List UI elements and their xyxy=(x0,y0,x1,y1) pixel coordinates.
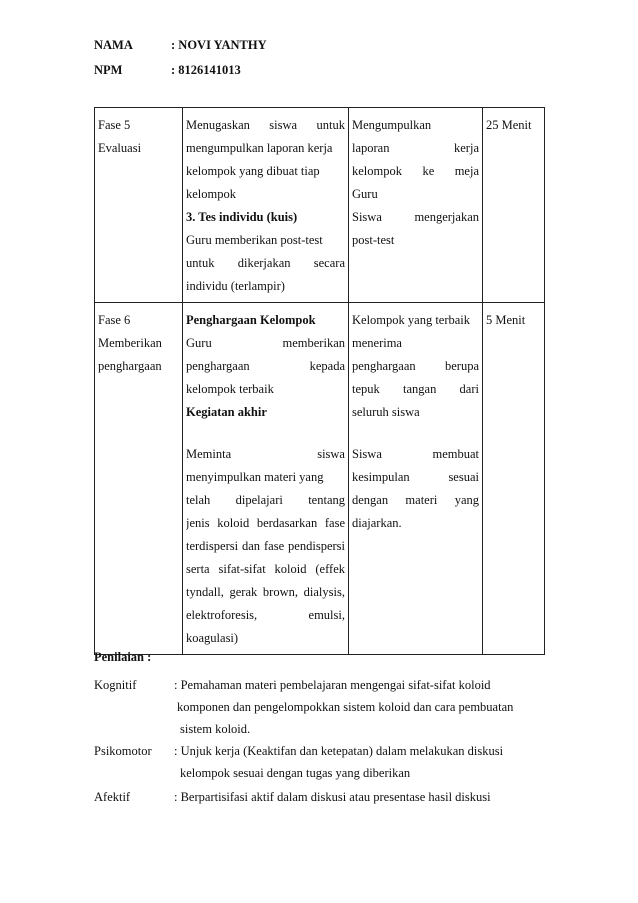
student-line: kelompok ke meja xyxy=(352,164,479,178)
assessment-key: Afektif xyxy=(94,790,131,804)
assessment-text: : Berpartisifasi aktif dalam diskusi atau presentase hasil diskusi xyxy=(174,790,491,804)
table-row xyxy=(95,108,545,303)
student-npm-row xyxy=(94,63,394,79)
student-line: diajarkan. xyxy=(352,516,402,530)
assessment-key: Psikomotor xyxy=(94,744,152,758)
student-line: laporan kerja xyxy=(352,141,479,155)
activity-heading: Penghargaan Kelompok xyxy=(186,313,316,327)
activity-line: telah dipelajari tentang xyxy=(186,493,345,507)
phase-title: Fase 6 xyxy=(98,313,131,327)
student-line: Siswa membuat xyxy=(352,447,479,461)
npm-value: : 8126141013 xyxy=(171,63,241,77)
student-line: menerima xyxy=(352,336,402,350)
activity-line: terdispersi dan fase pendispersi xyxy=(186,539,345,553)
student-line: penghargaan berupa xyxy=(352,359,479,373)
assessment-title: Penilaian : xyxy=(94,650,152,664)
table-row xyxy=(95,303,545,655)
student-line: dengan materi yang xyxy=(352,493,479,507)
student-line: Mengumpulkan xyxy=(352,118,432,132)
name-label: NAMA xyxy=(94,38,133,52)
activity-line: kelompok yang dibuat tiap xyxy=(186,164,320,178)
activity-line: individu (terlampir) xyxy=(186,279,285,293)
time-allocation: 25 Menit xyxy=(486,118,532,132)
assessment-text: kelompok sesuai dengan tugas yang diberikan xyxy=(180,766,411,780)
student-name-row xyxy=(94,38,394,54)
lesson-phase-table xyxy=(94,107,545,655)
activity-line: elektroforesis, emulsi, xyxy=(186,608,345,622)
student-activity-cell xyxy=(349,303,483,655)
phase-subtitle: penghargaan xyxy=(98,359,162,373)
activity-line: tyndall, gerak brown, dialysis, xyxy=(186,585,345,599)
time-allocation: 5 Menit xyxy=(486,313,526,327)
activity-line: untuk dikerjakan secara xyxy=(186,256,345,270)
student-activity-cell xyxy=(349,108,483,303)
npm-label: NPM xyxy=(94,63,123,77)
activity-line: Guru memberikan post-test xyxy=(186,233,323,247)
activity-line: koagulasi) xyxy=(186,631,239,645)
student-line: tepuk tangan dari xyxy=(352,382,479,396)
time-cell xyxy=(483,303,545,655)
activity-line: menyimpulkan materi yang xyxy=(186,470,324,484)
teacher-activity-cell xyxy=(183,303,349,655)
assessment-text: sistem koloid. xyxy=(180,722,251,736)
activity-line: penghargaan kepada xyxy=(186,359,345,373)
student-line: Kelompok yang terbaik xyxy=(352,313,471,327)
activity-line: Meminta siswa xyxy=(186,447,345,461)
student-line: seluruh siswa xyxy=(352,405,420,419)
student-line: post-test xyxy=(352,233,395,247)
teacher-activity-cell xyxy=(183,108,349,303)
activity-line: Guru memberikan xyxy=(186,336,345,350)
spacer xyxy=(352,424,479,443)
activity-line: kelompok terbaik xyxy=(186,382,274,396)
assessment-text: : Unjuk kerja (Keaktifan dan ketepatan) dalam melakukan diskusi xyxy=(174,744,504,758)
assessment-text: : Pemahaman materi pembelajaran mengengai sifat-sifat koloid xyxy=(174,678,491,692)
phase-cell xyxy=(95,303,183,655)
activity-line: serta sifat-sifat koloid (effek xyxy=(186,562,345,576)
assessment-item-cognitive xyxy=(94,678,554,694)
activity-heading: Kegiatan akhir xyxy=(186,405,267,419)
activity-line: Menugaskan siswa untuk xyxy=(186,118,345,132)
assessment-item-affective xyxy=(94,790,554,806)
time-cell xyxy=(483,108,545,303)
activity-line: kelompok xyxy=(186,187,236,201)
phase-title: Fase 5 xyxy=(98,118,131,132)
student-line: Siswa mengerjakan xyxy=(352,210,479,224)
assessment-text: komponen dan pengelompokkan sistem koloid dan cara pembuatan xyxy=(177,700,514,714)
student-line: kesimpulan sesuai xyxy=(352,470,479,484)
activity-line: mengumpulkan laporan kerja xyxy=(186,141,333,155)
phase-cell xyxy=(95,108,183,303)
assessment-item-psychomotor xyxy=(94,744,554,760)
activity-line: jenis koloid berdasarkan fase xyxy=(186,516,345,530)
phase-subtitle: Evaluasi xyxy=(98,141,142,155)
name-value: : NOVI YANTHY xyxy=(171,38,267,52)
assessment-key: Kognitif xyxy=(94,678,137,692)
activity-heading: 3. Tes individu (kuis) xyxy=(186,210,298,224)
phase-subtitle: Memberikan xyxy=(98,336,162,350)
spacer xyxy=(186,424,345,443)
student-line: Guru xyxy=(352,187,378,201)
